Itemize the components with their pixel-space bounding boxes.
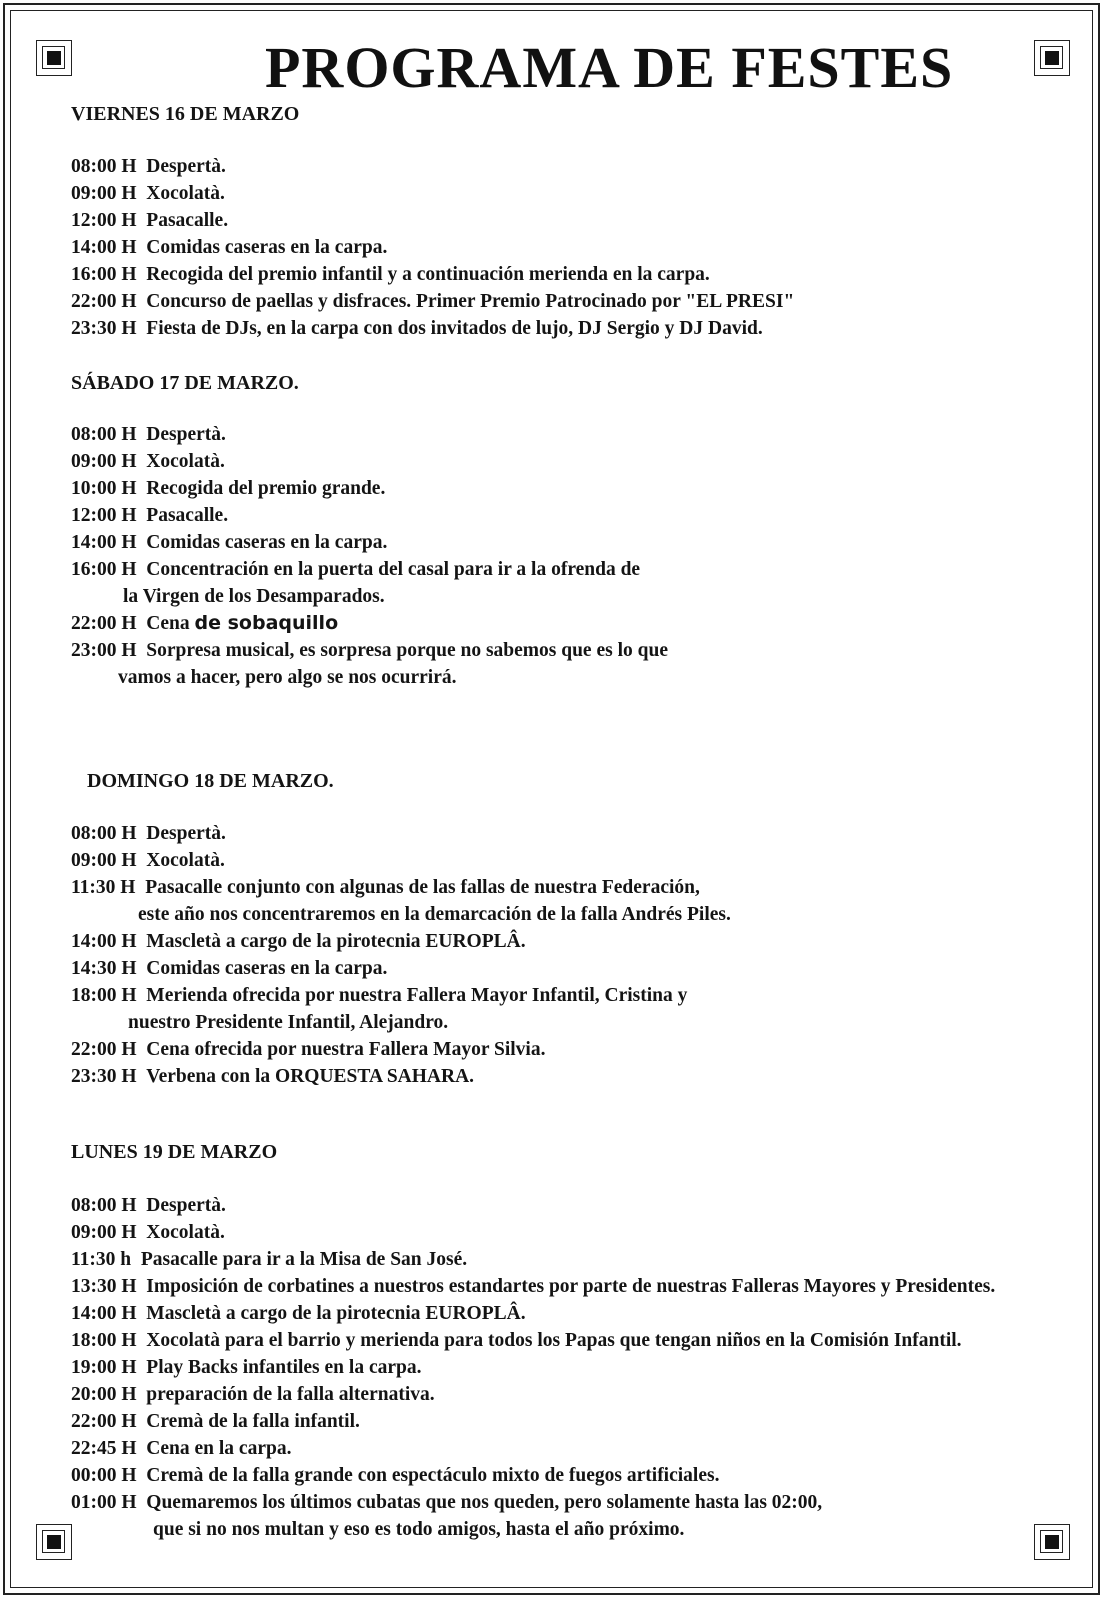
- event-line: [71, 610, 338, 637]
- event-time: 08:00 H: [71, 156, 137, 177]
- event-text: Comidas caseras en la carpa.: [146, 237, 388, 258]
- day-heading-lunes: LUNES 19 DE MARZO: [71, 1141, 278, 1163]
- event-line: [71, 1300, 526, 1327]
- day-heading-domingo: DOMINGO 18 DE MARZO.: [87, 770, 334, 792]
- event-time: 14:00 H: [71, 532, 137, 553]
- event-time: 12:00 H: [71, 505, 137, 526]
- event-continuation: nuestro Presidente Infantil, Alejandro.: [128, 1012, 449, 1033]
- event-text: Despertà.: [146, 156, 226, 177]
- event-time: 11:30 H: [71, 877, 136, 898]
- event-text: Merienda ofrecida por nuestra Fallera Mayor Infantil, Cristina y: [146, 985, 688, 1006]
- event-continuation: vamos a hacer, pero algo se nos ocurrirá.: [118, 667, 457, 688]
- event-text: Pasacalle.: [146, 210, 229, 231]
- corner-ornament-icon: [1034, 40, 1070, 76]
- event-line: [71, 421, 226, 448]
- event-text: Despertà.: [146, 823, 226, 844]
- event-line: [71, 207, 228, 234]
- event-time: 09:00 H: [71, 183, 137, 204]
- event-time: 08:00 H: [71, 823, 137, 844]
- event-text: Cena en la carpa.: [146, 1438, 292, 1459]
- event-text: Concurso de paellas y disfraces. Primer Premio Patrocinado por "EL PRESI": [146, 291, 795, 312]
- event-line: [71, 475, 385, 502]
- event-text: Despertà.: [146, 1195, 226, 1216]
- event-text: Cremà de la falla infantil.: [146, 1411, 360, 1432]
- event-continuation: la Virgen de los Desamparados.: [123, 586, 385, 607]
- event-line: [71, 1462, 719, 1489]
- event-line: [71, 180, 225, 207]
- event-text: Comidas caseras en la carpa.: [146, 532, 388, 553]
- event-time: 08:00 H: [71, 1195, 137, 1216]
- event-text: Xocolatà.: [146, 451, 225, 472]
- event-time: 12:00 H: [71, 210, 137, 231]
- event-time: 22:45 H: [71, 1438, 137, 1459]
- event-text: Xocolatà para el barrio y merienda para todos los Papas que tengan niños en la Comisión Infantil.: [146, 1330, 962, 1351]
- event-time: 22:00 H: [71, 613, 137, 634]
- event-text: Cena ofrecida por nuestra Fallera Mayor Silvia.: [146, 1039, 546, 1060]
- event-continuation: este año nos concentraremos en la demarcación de la falla Andrés Piles.: [138, 904, 731, 925]
- event-time: 22:00 H: [71, 1039, 137, 1060]
- event-line: [71, 1192, 226, 1219]
- event-text: preparación de la falla alternativa.: [146, 1384, 435, 1405]
- event-text: Imposición de corbatines a nuestros estandartes por parte de nuestras Falleras Mayores y Presidentes.: [146, 1276, 996, 1297]
- event-time: 00:00 H: [71, 1465, 137, 1486]
- event-line: [71, 529, 387, 556]
- event-text: Quemaremos los últimos cubatas que nos queden, pero solamente hasta las 02:00,: [146, 1492, 823, 1513]
- event-line: [71, 928, 526, 955]
- corner-ornament-icon: [1034, 1524, 1070, 1560]
- event-time: 10:00 H: [71, 478, 137, 499]
- event-line: [71, 1435, 291, 1462]
- event-text: Pasacalle.: [146, 505, 229, 526]
- event-time: 18:00 H: [71, 1330, 137, 1351]
- event-text: Pasacalle para ir a la Misa de San José.: [140, 1249, 468, 1270]
- day-heading-viernes: VIERNES 16 DE MARZO: [71, 103, 300, 125]
- event-time: 23:30 H: [71, 1066, 137, 1087]
- day-heading-sabado: SÁBADO 17 DE MARZO.: [71, 372, 299, 394]
- event-text: Comidas caseras en la carpa.: [146, 958, 388, 979]
- event-text: Mascletà a cargo de la pirotecnia EUROPLÂ.: [146, 1303, 526, 1324]
- event-line: [71, 502, 228, 529]
- event-text: Cena: [146, 613, 195, 634]
- event-time: 16:00 H: [71, 559, 137, 580]
- event-text: Xocolatà.: [146, 1222, 225, 1243]
- event-time: 14:00 H: [71, 237, 137, 258]
- event-line: [71, 1489, 822, 1516]
- event-line: [71, 1408, 360, 1435]
- event-line: [71, 1036, 545, 1063]
- event-text: Recogida del premio infantil y a continuación merienda en la carpa.: [146, 264, 710, 285]
- event-text: Verbena con la ORQUESTA SAHARA.: [146, 1066, 475, 1087]
- event-time: 22:00 H: [71, 291, 137, 312]
- event-continuation: que si no nos multan y eso es todo amigos, hasta el año próximo.: [153, 1519, 685, 1540]
- event-text: Concentración en la puerta del casal para ir a la ofrenda de: [146, 559, 641, 580]
- event-time: 01:00 H: [71, 1492, 137, 1513]
- event-line: [71, 288, 794, 315]
- event-time: 19:00 H: [71, 1357, 137, 1378]
- event-text: Fiesta de DJs, en la carpa con dos invitados de lujo, DJ Sergio y DJ David.: [146, 318, 763, 339]
- event-line: [71, 234, 387, 261]
- event-line: [71, 1273, 995, 1300]
- event-text: Despertà.: [146, 424, 226, 445]
- event-line: [71, 556, 640, 583]
- event-text: Xocolatà.: [146, 850, 225, 871]
- corner-ornament-icon: [36, 40, 72, 76]
- event-text: Recogida del premio grande.: [146, 478, 386, 499]
- event-line: [71, 261, 710, 288]
- event-line: [71, 982, 687, 1009]
- event-line: [71, 1354, 421, 1381]
- event-line: [71, 847, 225, 874]
- event-line: [71, 1246, 467, 1273]
- event-time: 18:00 H: [71, 985, 137, 1006]
- event-line: [71, 955, 387, 982]
- event-text: Cremà de la falla grande con espectáculo mixto de fuegos artificiales.: [146, 1465, 720, 1486]
- event-time: 14:30 H: [71, 958, 137, 979]
- event-time: 22:00 H: [71, 1411, 137, 1432]
- event-time: 09:00 H: [71, 451, 137, 472]
- event-text: Xocolatà.: [146, 183, 225, 204]
- event-text: Play Backs infantiles en la carpa.: [146, 1357, 422, 1378]
- event-time: 20:00 H: [71, 1384, 137, 1405]
- event-time: 23:00 H: [71, 640, 137, 661]
- event-line: [71, 1219, 225, 1246]
- event-line: [71, 1327, 962, 1354]
- event-time: 11:30 h: [71, 1249, 132, 1270]
- event-text: Mascletà a cargo de la pirotecnia EUROPLÂ.: [146, 931, 526, 952]
- event-line: [71, 1381, 435, 1408]
- page-title: PROGRAMA DE FESTES: [265, 35, 954, 100]
- event-time: 09:00 H: [71, 1222, 137, 1243]
- event-line: [71, 820, 226, 847]
- event-text: Pasacalle conjunto con algunas de las fallas de nuestra Federación,: [145, 877, 700, 898]
- event-line: [71, 1063, 474, 1090]
- event-line: [71, 874, 700, 901]
- event-time: 23:30 H: [71, 318, 137, 339]
- event-line: [71, 637, 668, 664]
- event-time: 08:00 H: [71, 424, 137, 445]
- event-time: 14:00 H: [71, 931, 137, 952]
- event-time: 13:30 H: [71, 1276, 137, 1297]
- corner-ornament-icon: [36, 1524, 72, 1560]
- event-line: [71, 315, 763, 342]
- event-time: 14:00 H: [71, 1303, 137, 1324]
- event-line: [71, 448, 225, 475]
- event-time: 16:00 H: [71, 264, 137, 285]
- event-text-extra: de sobaquillo: [194, 612, 339, 634]
- event-text: Sorpresa musical, es sorpresa porque no sabemos que es lo que: [146, 640, 668, 661]
- event-time: 09:00 H: [71, 850, 137, 871]
- event-line: [71, 153, 226, 180]
